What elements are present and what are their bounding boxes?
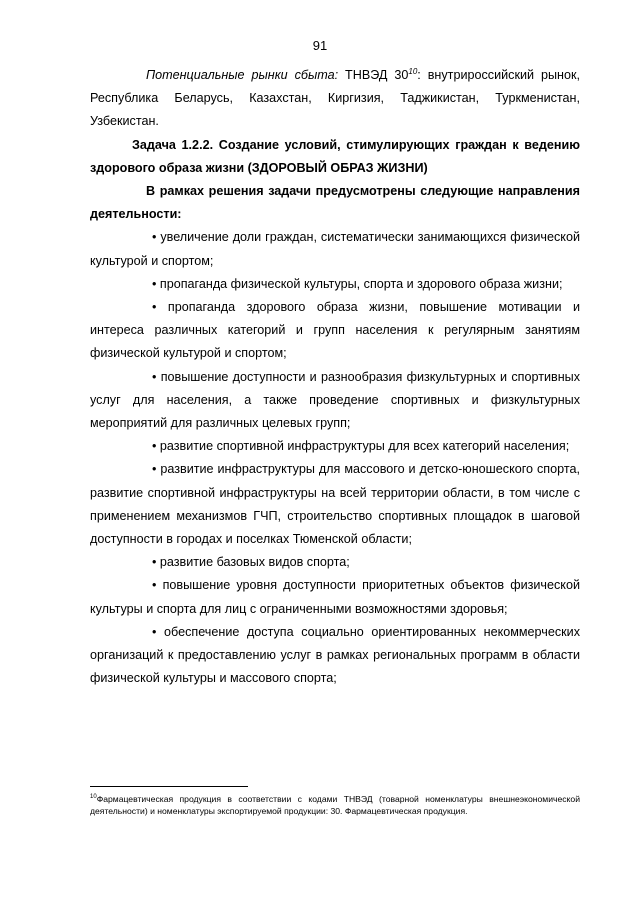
markets-paragraph bbox=[90, 64, 580, 134]
body-text bbox=[90, 64, 580, 690]
footnote-mark: 10 bbox=[90, 794, 97, 801]
markets-label: Потенциальные рынки сбыта: bbox=[146, 68, 339, 82]
footnote-reference[interactable]: 10 bbox=[408, 66, 418, 76]
footnote-separator bbox=[90, 786, 248, 787]
bullet-item: • увеличение доли граждан, систематически занимающихся физической культурой и спортом; bbox=[90, 230, 580, 268]
page-number: 91 bbox=[312, 38, 328, 53]
bullet-item: • развитие базовых видов спорта; bbox=[152, 555, 350, 570]
bullet-item: • развитие инфраструктуры для массового и детско-юношеского спорта, развитие спортивной инфраструктуры на всей территории области, в том числе с применением механизмов ГЧП, строительство спортивных площадок в шаговой доступности в городах и поселках Тюменской области; bbox=[90, 462, 580, 547]
bullet-item: • обеспечение доступа социально ориентированных некоммерческих организаций к предоставлению услуг в рамках региональных программ в области физической культуры и массового спорта; bbox=[90, 624, 580, 686]
task-heading: Задача 1.2.2. Создание условий, стимулирующих граждан к ведению здорового образа жизни (ЗДОРОВЫЙ ОБРАЗ ЖИЗНИ) bbox=[90, 137, 580, 175]
bullet-item: • развитие спортивной инфраструктуры для всех категорий населения; bbox=[152, 439, 570, 454]
markets-code: ТНВЭД 30 bbox=[338, 68, 409, 82]
bullet-item: • пропаганда здорового образа жизни, повышение мотивации и интереса различных категорий и групп населения к регулярным занятиям физической культурой и спортом; bbox=[90, 300, 580, 361]
bullet-item: • повышение уровня доступности приоритетных объектов физической культуры и спорта для лиц с ограниченными возможностями здоровья; bbox=[90, 578, 580, 616]
bullet-item: • пропаганда физической культуры, спорта и здорового образа жизни; bbox=[152, 276, 563, 291]
directions-heading: В рамках решения задачи предусмотрены следующие направления деятельности: bbox=[90, 184, 580, 222]
footnote-text: Фармацевтическая продукция в соответствии с кодами ТНВЭД (товарной номенклатуры внешнеэкономической деятельности) и номенклатуры экспортируемой продукции: 30. Фармацевтическая продукция. bbox=[90, 794, 580, 816]
markets-text: : внутрироссийский рынок, Республика Беларусь, Казахстан, Киргизия, Таджикистан, Туркменистан, Узбекистан. bbox=[90, 68, 580, 129]
bullet-item: • повышение доступности и разнообразия физкультурных и спортивных услуг для населения, а также проведение спортивных и физкультурных мероприятий для различных целевых групп; bbox=[90, 369, 580, 431]
footnote bbox=[90, 793, 580, 817]
